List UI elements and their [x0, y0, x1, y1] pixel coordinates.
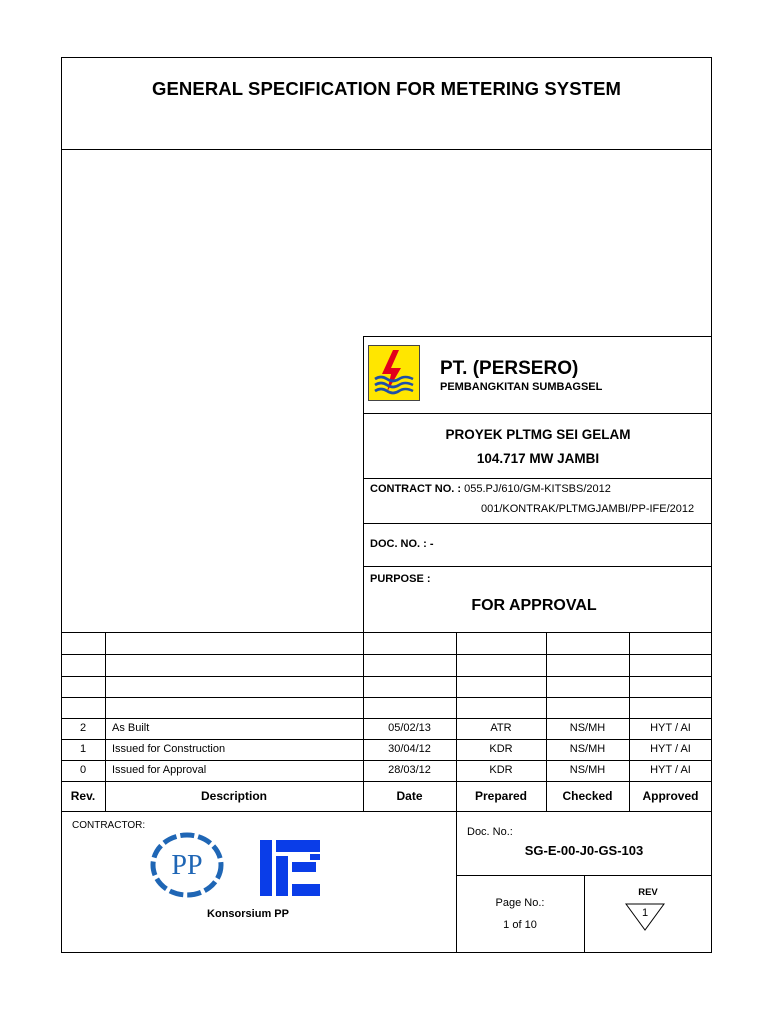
divider — [61, 781, 712, 782]
divider — [61, 632, 712, 633]
rev-cell: 1 — [79, 743, 87, 755]
prepared-cell: KDR — [489, 743, 513, 755]
divider — [105, 632, 106, 811]
prepared-cell: KDR — [489, 764, 513, 776]
ife-logo — [260, 840, 320, 896]
divider — [61, 149, 712, 150]
date-cell: 30/04/12 — [388, 743, 431, 755]
contract-number-1: 055.PJ/610/GM-KITSBS/2012 — [464, 483, 611, 495]
divider — [61, 676, 712, 677]
divider — [363, 413, 712, 414]
owner-company: PT. (PERSERO) — [440, 358, 579, 379]
divider — [61, 760, 712, 761]
rev-value: 1 — [641, 907, 649, 919]
checked-cell: NS/MH — [569, 764, 606, 776]
divider — [61, 654, 712, 655]
rev-label: REV — [638, 887, 658, 898]
pln-logo — [368, 345, 420, 401]
contract-label: CONTRACT NO. : — [370, 483, 462, 495]
date-cell: 28/03/12 — [388, 764, 431, 776]
date-cell: 05/02/13 — [388, 722, 431, 734]
pp-logo — [149, 832, 225, 898]
divider — [363, 336, 364, 632]
project-name: PROYEK PLTMG SEI GELAM — [445, 427, 631, 442]
contract-number-2: 001/KONTRAK/PLTMGJAMBI/PP-IFE/2012 — [481, 503, 695, 515]
header-date: Date — [396, 789, 423, 803]
owner-doc-no-label: DOC. NO. : - — [370, 538, 434, 550]
divider — [363, 523, 712, 524]
approved-cell: HYT / AI — [650, 743, 691, 755]
pp-logo-text: PP — [171, 850, 203, 881]
purpose-label: PURPOSE : — [370, 573, 431, 585]
rev-cell: 2 — [79, 722, 87, 734]
rev-cell: 0 — [79, 764, 87, 776]
page-number: 1 of 10 — [503, 919, 537, 931]
header-description: Description — [200, 789, 267, 803]
divider — [363, 336, 712, 337]
owner-subcompany: PEMBANGKITAN SUMBAGSEL — [440, 381, 603, 393]
checked-cell: NS/MH — [569, 743, 606, 755]
description-cell: As Built — [112, 722, 150, 734]
header-rev: Rev. — [70, 789, 96, 803]
divider — [363, 566, 712, 567]
description-cell: Issued for Approval — [112, 764, 207, 776]
header-prepared: Prepared — [474, 789, 528, 803]
divider — [456, 811, 457, 953]
divider — [61, 811, 712, 812]
header-approved: Approved — [642, 789, 699, 803]
checked-cell: NS/MH — [569, 722, 606, 734]
footer-doc-no-label: Doc. No.: — [467, 826, 513, 838]
contract-row — [370, 483, 611, 495]
purpose-value: FOR APPROVAL — [471, 597, 597, 614]
consortium-name: Konsorsium PP — [207, 908, 289, 920]
approved-cell: HYT / AI — [650, 722, 691, 734]
divider — [363, 478, 712, 479]
footer-doc-no: SG-E-00-J0-GS-103 — [524, 843, 644, 858]
header-checked: Checked — [562, 789, 613, 803]
divider — [61, 739, 712, 740]
project-capacity: 104.717 MW JAMBI — [476, 451, 600, 466]
divider — [61, 697, 712, 698]
prepared-cell: ATR — [490, 722, 512, 734]
document-title: GENERAL SPECIFICATION FOR METERING SYSTEM — [151, 78, 622, 99]
page-label: Page No.: — [495, 897, 545, 909]
description-cell: Issued for Construction — [112, 743, 226, 755]
divider — [61, 718, 712, 719]
contractor-label: CONTRACTOR: — [72, 820, 146, 831]
approved-cell: HYT / AI — [650, 764, 691, 776]
